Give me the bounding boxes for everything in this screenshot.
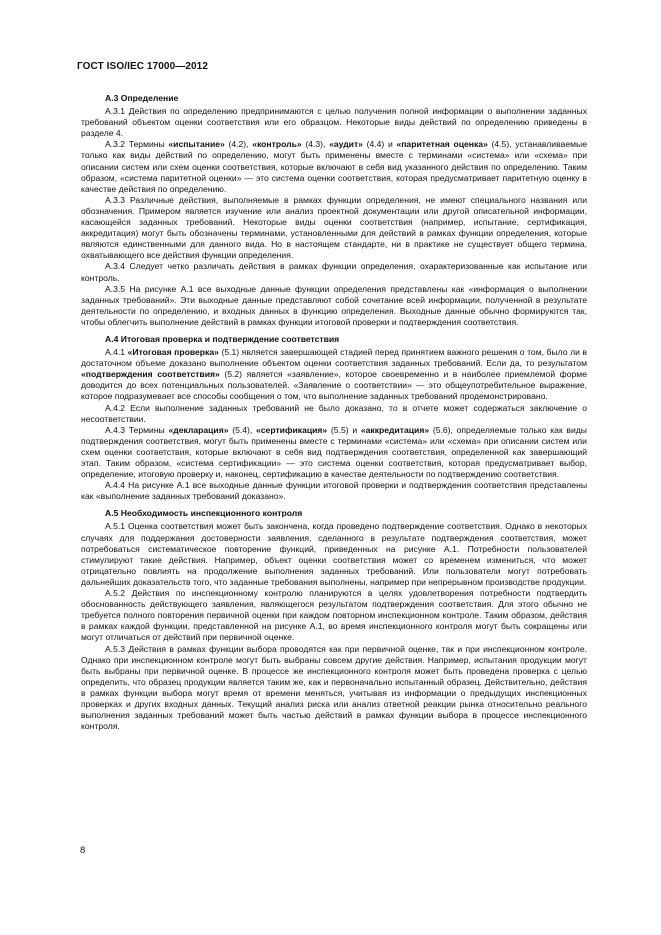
text-run: (4.2),	[224, 139, 253, 150]
text-run: А.3.2 Термины	[105, 139, 169, 150]
section-heading: А.3 Определение	[105, 93, 179, 103]
paragraph	[81, 106, 587, 139]
paragraph	[81, 425, 587, 480]
term-bold: «аудит»	[329, 139, 363, 150]
section-heading: А.4 Итоговая проверка и подтверждение соответствия	[105, 333, 340, 344]
text-run: А.3.4 Следует четко различать действия в рамках функции определения, охарактеризованные как испытание или контроль.	[81, 261, 587, 283]
document-body	[81, 93, 587, 732]
text-run: (5.4),	[228, 424, 256, 435]
term-bold: «Итоговая проверка»	[127, 347, 219, 358]
text-run: А.5.3 Действия в рамках функции выбора проводятся как при первичной оценке, так и при инспекционном контроле. Однако при инспекционном контроле могут быть выбраны совсем другие действия. Например, испытания продукции могут быть выбраны при первичной оценке. В процессе же инспекционного контроля может быть проведена проверка с целью определить, что образец продукции является таким же, как и первоначально испытанный образец. Действительно, действия в рамках функции выбора могут время от времени меняться, учитывая из информации о предыдущих инспекционных проверках и других входных данных. Текущий анализ риска или анализ ответной реакции рынка относительно реального выполнения заданных требований может быть частью действий в рамках функции выбора в процессе инспекционного контроля.	[81, 643, 587, 732]
page-header-title: ГОСТ ISO/IEC 17000—2012	[77, 61, 208, 72]
text-run: (4.4) и	[362, 139, 397, 150]
term-bold: «испытание»	[168, 139, 225, 150]
text-run: А.4.4 На рисунке А.1 все выходные данные функции итоговой проверки и подтверждения соответствия представлены как «выполнение заданных требований доказано».	[81, 480, 587, 502]
page-number: 8	[80, 845, 86, 856]
paragraph	[81, 403, 587, 425]
text-run: (5.2) является «заявление», которое своевременно и в наиболее приемлемой форме доводится до всех потенциальных пользователей. «Заявление о соответствии» — это общеупотребительное выражение, которое подразумевает все способы сообщения о том, что выполнение заданных требований продемонстрировано.	[81, 369, 587, 402]
term-bold: «аккредитация»	[360, 424, 430, 435]
text-run: (4.3),	[301, 139, 330, 150]
paragraph	[81, 284, 587, 328]
paragraph	[81, 644, 587, 733]
text-run: А.3.5 На рисунке А.1 все выходные данные функции определения представлены как «информация о выполнении заданных требований». Эти выходные данные представляют собой сочетание всей информации, полученной в результате деятельности по определению, и входных данных в функцию определения. Выходные данные обычно формируются так, чтобы облегчить выполнение действий в рамках функции итоговой проверки и подтверждения соответствия.	[81, 283, 587, 327]
text-run: А.5.2 Действия по инспекционному контролю планируются в целях удовлетворения потребности подтвердить обоснованность действующего заявления, являющегося результатом подтверждения соответствия. Для этого обычно не требуется полного повторения первичной оценки при каждом повторном инспекционном контроле. Таким образом, действия в рамках каждой функции, представленной на рисунке А.1, во время инспекционного контроля могут быть сокращены или могут отличаться от действий при первичной оценке.	[81, 588, 587, 643]
text-run: А.4.1	[105, 347, 128, 358]
term-bold: «декларация»	[168, 424, 229, 435]
term-bold: «сертификация»	[256, 424, 328, 435]
text-run: (5.6), определяемые только как виды подтверждения соответствия, могут быть применены вместе с терминами «система» или «схема» при описании систем или схем оценки соответствия, которые включают в себя вид подтверждения соответствия, определенной как завершающий этап. Таким образом, «система сертификации» — это система оценки соответствия, которая предусматривает выбор, определение, итоговую проверку и, наконец, сертификацию в качестве деятельности по подтверждению соответствия.	[81, 424, 587, 480]
paragraph	[81, 195, 587, 262]
text-run: А.3.1 Действия по определению предпринимаются с целью получения полной информации о выполнении заданных требований объектом оценки соответствия или его образцом. Некоторые виды действий по определению приведены в разделе 4.	[81, 106, 587, 139]
text-run: (5.1) является завершающей стадией перед принятием важного решения о том, было ли в достаточном объеме доказано выполнение объектом оценки соответствия заданных требований. Если да, то результатом	[81, 347, 587, 369]
paragraph	[81, 480, 587, 502]
text-run: А.3.3 Различные действия, выполняемые в рамках функции определения, не имеют специального названия или обозначения. Примером является изучение или анализ проектной документации или другой описательной информации, касающейся заданных требований. Некоторые виды оценки соответствия (например, испытание, сертификация, аккредитация) могут быть обозначены терминами, установленными для действий в рамках функции определения, которые являются единственными для данного вида. Но в настоящем стандарте, ни в практике не существует общего термина, охватывающего все действия функции определения.	[81, 194, 587, 261]
text-run: А.4.2 Если выполнение заданных требований не было доказано, то в отчете может содержаться заключение о несоответствии.	[81, 402, 587, 424]
term-bold: «подтверждения соответствия»	[81, 369, 220, 380]
paragraph	[81, 588, 587, 643]
text-run: А.5.1 Оценка соответствия может быть закончена, когда проведено подтверждение соответствия. Однако в некоторых случаях для поддержания достоверности заявления, сделанного в результате подтверждения соответствия, может потребоваться систематическое повторение функций, приведенных на рисунке А.1. Потребности пользователей стимулируют такие действия. Например, объект оценки соответствия может со временем измениться, что может отрицательно повлиять на продолжение выполнения заданных требований. Или пользователи могут потребовать дальнейших доказательств того, что заданные требования выполнены, например при непрерывном производстве продукции.	[81, 521, 587, 587]
term-bold: «паритетная оценка»	[396, 139, 488, 150]
term-bold: «контроль»	[252, 139, 302, 150]
text-run: А.4.3 Термины	[105, 424, 169, 435]
text-run: (4.5), устанавливаемые только как виды действий по определению, могут быть применены вместе с терминами «система» или «схема» при описании систем или схем оценки соответствия, которые включают в себя вид указанного действия по определению. Таким образом, «система паритетной оценки» — это система оценки соответствия, которая предусматривает паритетную оценку в качестве действия по определению.	[81, 139, 587, 194]
paragraph	[81, 521, 587, 588]
section-heading: А.5 Необходимость инспекционного контроля	[105, 508, 303, 519]
paragraph	[81, 139, 587, 194]
paragraph	[81, 261, 587, 283]
paragraph	[81, 347, 587, 402]
text-run: (5.5) и	[327, 424, 361, 435]
